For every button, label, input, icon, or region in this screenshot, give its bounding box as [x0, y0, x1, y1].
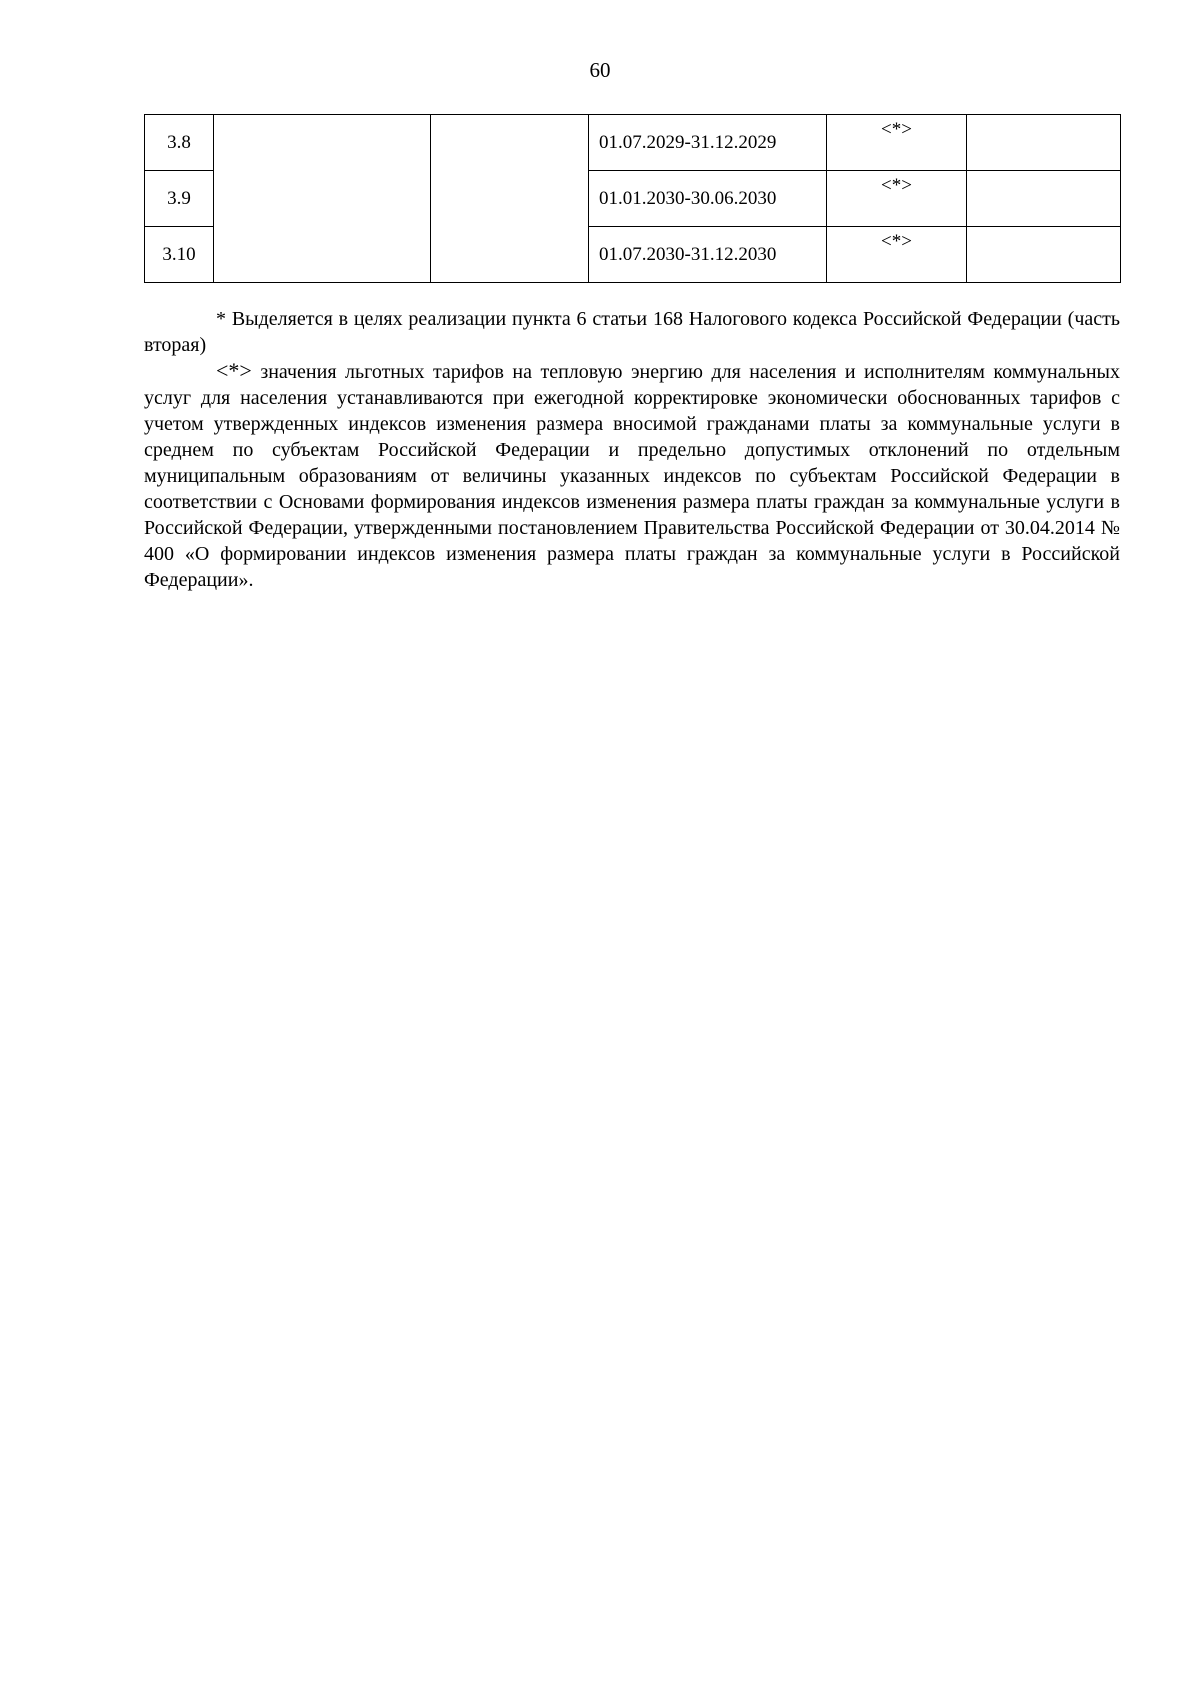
table-row — [145, 115, 1121, 171]
empty-cell — [967, 227, 1121, 283]
footnote-vat: * Выделяется в целях реализации пункта 6 статьи 168 Налогового кодекса Российской Федерации (часть вторая) — [144, 308, 1120, 356]
period-cell: 01.07.2029-31.12.2029 — [589, 115, 827, 171]
footnote-tariff — [144, 358, 1120, 593]
tariff-value-cell: <*> — [827, 171, 967, 227]
period-cell: 01.01.2030-30.06.2030 — [589, 171, 827, 227]
tariff-table — [144, 114, 1121, 283]
tariff-value-cell: <*> — [827, 227, 967, 283]
footnote-tariff-text: значения льготных тарифов на тепловую энергию для населения и исполнителям коммунальных услуг для населения устанавливаются при ежегодной корректировке экономически обоснованных тарифов с учетом утвержденных индексов изменения размера вносимой гражданами платы за коммунальные услуги в среднем по субъектам Российской Федерации и предельно допустимых отклонений по отдельным муниципальным образованиям от величины указанных индексов по субъектам Российской Федерации в соответствии с Основами формирования индексов изменения размера платы граждан за коммунальные услуги в Российской Федерации, утвержденными постановлением Правительства Российской Федерации от 30.04.2014 № 400 «О формировании индексов изменения размера платы граждан за коммунальные услуги в Российской Федерации». — [144, 361, 1120, 591]
row-number: 3.8 — [145, 115, 214, 171]
empty-cell — [967, 171, 1121, 227]
footnotes — [144, 306, 1120, 593]
merged-empty-cell — [214, 115, 431, 283]
page-number: 60 — [589, 58, 611, 82]
tariff-value-cell: <*> — [827, 115, 967, 171]
merged-empty-cell — [431, 115, 589, 283]
footnote-mark: <*> — [216, 358, 252, 383]
period-cell: 01.07.2030-31.12.2030 — [589, 227, 827, 283]
row-number: 3.10 — [145, 227, 214, 283]
row-number: 3.9 — [145, 171, 214, 227]
empty-cell — [967, 115, 1121, 171]
